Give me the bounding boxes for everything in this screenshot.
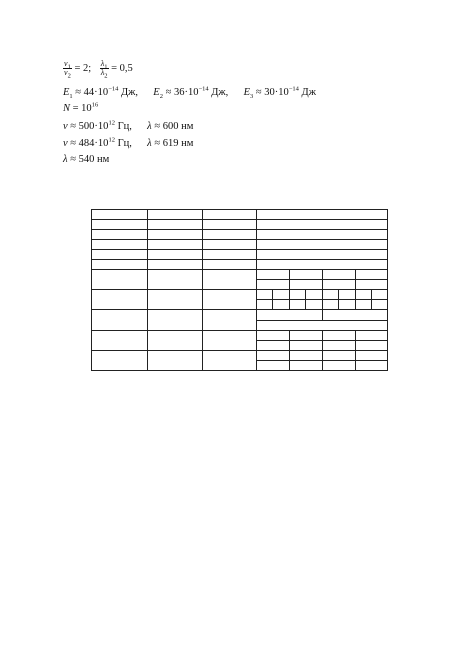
frequency-value: ≈ 484·10 — [67, 138, 109, 149]
energy-value: ≈ 36·10 — [165, 87, 199, 98]
table-cell — [257, 260, 388, 270]
wavelength-value: ≈ 600 нм — [151, 121, 194, 132]
table-cell — [257, 320, 388, 331]
nu-symbol: ν — [64, 68, 68, 77]
table-cell — [372, 290, 388, 300]
energy-symbol: E — [243, 87, 250, 98]
table-cell — [290, 341, 323, 351]
exponent: 16 — [91, 101, 99, 109]
exponent: 12 — [108, 119, 115, 127]
table-cell — [306, 300, 323, 310]
table-cell — [203, 351, 257, 371]
energy-symbol: E — [153, 87, 160, 98]
table-cell — [356, 300, 372, 310]
exponent: −14 — [288, 85, 299, 93]
table-cell — [306, 290, 323, 300]
ratio-lambda-fraction — [100, 59, 109, 80]
table-cell — [257, 300, 273, 310]
table-cell — [92, 260, 148, 270]
wavelength-line — [63, 154, 109, 166]
table-cell — [203, 210, 257, 220]
table-cell — [356, 331, 388, 341]
subscript: 1 — [69, 93, 73, 101]
table-cell — [148, 290, 203, 310]
exponent: 12 — [108, 136, 115, 144]
table-cell — [92, 290, 148, 310]
frequency-line-2 — [63, 138, 193, 150]
table-cell — [148, 310, 203, 331]
energy-unit: Дж — [298, 87, 316, 98]
table-cell — [148, 220, 203, 230]
frequency-value: ≈ 500·10 — [67, 121, 109, 132]
table-cell — [257, 230, 388, 240]
count-symbol: N — [63, 103, 71, 114]
table-cell — [290, 290, 306, 300]
table-cell — [203, 220, 257, 230]
energy-value: ≈ 44·10 — [75, 87, 109, 98]
ratio-nu-value: = 2; — [74, 62, 92, 74]
table-cell — [273, 290, 290, 300]
lambda-symbol: λ — [100, 59, 105, 68]
table-cell — [148, 250, 203, 260]
table-cell — [290, 280, 323, 290]
table-cell — [148, 260, 203, 270]
table-cell — [290, 361, 323, 371]
table-cell — [257, 270, 290, 280]
table-cell — [257, 341, 290, 351]
energy-unit: Дж, — [208, 87, 229, 98]
table-cell — [257, 210, 388, 220]
nu-symbol: ν — [63, 121, 68, 132]
lambda-symbol: λ — [147, 138, 152, 149]
table-cell — [257, 361, 290, 371]
table-cell — [92, 310, 148, 331]
table-cell — [273, 300, 290, 310]
table-cell — [203, 331, 257, 351]
table-cell — [257, 331, 290, 341]
table-cell — [323, 351, 356, 361]
table-cell — [148, 270, 203, 290]
table-cell — [92, 220, 148, 230]
table-cell — [203, 260, 257, 270]
nu-symbol: ν — [64, 59, 68, 68]
subscript: 2 — [104, 72, 108, 80]
table-cell — [356, 351, 388, 361]
table-cell — [290, 331, 323, 341]
table-cell — [92, 270, 148, 290]
table-cell — [323, 300, 339, 310]
energy-unit: Дж, — [118, 87, 139, 98]
table-cell — [148, 210, 203, 220]
exponent: −14 — [108, 85, 119, 93]
table-cell — [92, 230, 148, 240]
table-cell — [92, 331, 148, 351]
table-cell — [257, 290, 273, 300]
frequency-unit: Гц, — [114, 121, 132, 132]
table-cell — [339, 290, 356, 300]
wavelength-value: ≈ 540 нм — [67, 154, 110, 165]
table-cell — [203, 310, 257, 331]
exponent: −14 — [198, 85, 209, 93]
photon-count-line — [63, 103, 98, 115]
table-cell — [92, 240, 148, 250]
table-cell — [148, 240, 203, 250]
wavelength-value: ≈ 619 нм — [151, 138, 194, 149]
table-cell — [148, 230, 203, 240]
table-cell — [339, 300, 356, 310]
table-cell — [356, 341, 388, 351]
table-cell — [257, 240, 388, 250]
energy-symbol: E — [63, 87, 70, 98]
table-cell — [203, 250, 257, 260]
subscript: 2 — [159, 93, 163, 101]
table-cell — [372, 300, 388, 310]
table-cell — [356, 361, 388, 371]
table-cell — [203, 240, 257, 250]
subscript: 1 — [104, 63, 108, 71]
table-cell — [323, 270, 356, 280]
table-cell — [203, 270, 257, 290]
table-cell — [148, 351, 203, 371]
count-value: = 10 — [70, 103, 92, 114]
table-cell — [290, 300, 306, 310]
table-cell — [92, 250, 148, 260]
table-cell — [203, 230, 257, 240]
table-cell — [92, 351, 148, 371]
table-cell — [356, 290, 372, 300]
subscript: 1 — [67, 63, 71, 71]
ratio-nu-fraction — [63, 59, 72, 80]
ratio-line — [63, 59, 133, 80]
table-cell — [356, 280, 388, 290]
table-cell — [257, 310, 323, 321]
table-cell — [257, 220, 388, 230]
nu-symbol: ν — [63, 138, 68, 149]
lambda-symbol: λ — [147, 121, 152, 132]
table-cell — [323, 331, 356, 341]
subscript: 3 — [249, 93, 254, 101]
table-cell — [92, 210, 148, 220]
subscript: 2 — [67, 72, 71, 80]
table-cell — [290, 351, 323, 361]
table-cell — [356, 270, 388, 280]
table-cell — [323, 310, 388, 321]
table-cell — [323, 280, 356, 290]
table-cell — [290, 270, 323, 280]
table-cell — [257, 351, 290, 361]
table-cell — [323, 361, 356, 371]
table-cell — [323, 290, 339, 300]
table-cell — [323, 341, 356, 351]
energy-value: ≈ 30·10 — [255, 87, 289, 98]
lambda-symbol: λ — [100, 68, 105, 77]
table-cell — [148, 331, 203, 351]
frequency-unit: Гц, — [114, 138, 132, 149]
empty-table — [91, 209, 388, 371]
table-cell — [257, 280, 290, 290]
ratio-lambda-value: = 0,5 — [111, 62, 133, 74]
lambda-symbol: λ — [63, 154, 68, 165]
frequency-line-1 — [63, 121, 193, 133]
energy-line — [63, 87, 316, 99]
table-cell — [257, 250, 388, 260]
table-cell — [203, 290, 257, 310]
